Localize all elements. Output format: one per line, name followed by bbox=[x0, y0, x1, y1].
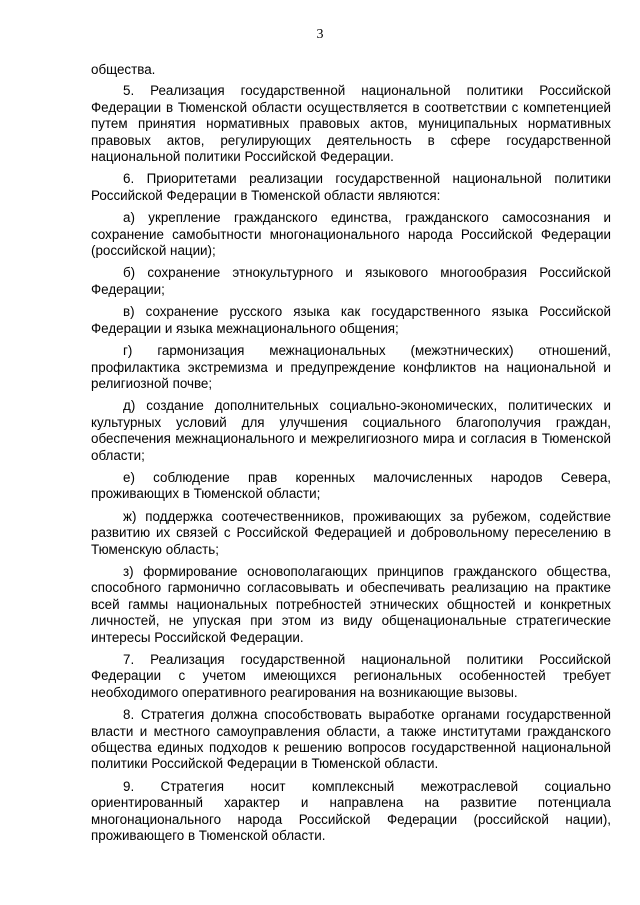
list-item-a: а) укрепление гражданского единства, гражданского самосознания и сохранение самобытности многонационального народа Российской Федерации (российской нации); bbox=[91, 210, 611, 259]
list-item-z: з) формирование основополагающих принципов гражданского общества, способного гармонично согласовывать и обеспечивать реализацию на практике всей гаммы национальных потребностей этнических общностей и конкретных личностей, не упуская при этом из виду общенациональные стратегические интересы Российской Федерации. bbox=[91, 563, 611, 645]
paragraph-continuation: общества. bbox=[91, 62, 156, 77]
list-item-d: д) создание дополнительных социально-экономических, политических и культурных условий для улучшения социального благополучия граждан, обеспечения межнационального и межрелигиозного мира и согласия в Тюменской области; bbox=[91, 398, 611, 463]
paragraph-8: 8. Стратегия должна способствовать выработке органами государственной власти и местного самоуправления области, а также институтами гражданского общества единых подходов к решению вопросов государственной национальной политики Российской Федерации в Тюменской области. bbox=[91, 707, 611, 772]
paragraph-6: 6. Приоритетами реализации государственной национальной политики Российской Федерации в Тюменской области являются: bbox=[91, 171, 611, 203]
document-body bbox=[91, 62, 611, 850]
list-item-g: г) гармонизация межнациональных (межэтнических) отношений, профилактика экстремизма и предупреждение конфликтов на национальной и религиозной почве; bbox=[91, 343, 611, 391]
paragraph-5: 5. Реализация государственной национальной политики Российской Федерации в Тюменской области осуществляется в соответствии с компетенцией путем принятия нормативных правовых актов, муниципальных нормативных правовых актов, регулирующих деятельность в сфере государственной национальной политики Российской Федерации. bbox=[91, 83, 611, 165]
list-item-b: б) сохранение этнокультурного и языкового многообразия Российской Федерации; bbox=[91, 265, 611, 297]
list-item-zh: ж) поддержка соотечественников, проживающих за рубежом, содействие развитию их связей с Российской Федерацией и добровольному переселению в Тюменскую область; bbox=[91, 508, 611, 557]
paragraph-9: 9. Стратегия носит комплексный межотраслевой социально ориентированный характер и направлена на развитие потенциала многонационального народа Российской Федерации (российской нации), проживающего в Тюменской области. bbox=[91, 778, 611, 844]
page-number: 3 bbox=[316, 27, 324, 42]
paragraph-7: 7. Реализация государственной национальной политики Российской Федерации с учетом имеющихся региональных особенностей требует необходимого оперативного реагирования на возникающие вызовы. bbox=[91, 652, 611, 700]
list-item-v: в) сохранение русского языка как государственного языка Российской Федерации и языка межнационального общения; bbox=[91, 304, 611, 336]
list-item-e: е) соблюдение прав коренных малочисленных народов Севера, проживающих в Тюменской области; bbox=[91, 469, 611, 502]
